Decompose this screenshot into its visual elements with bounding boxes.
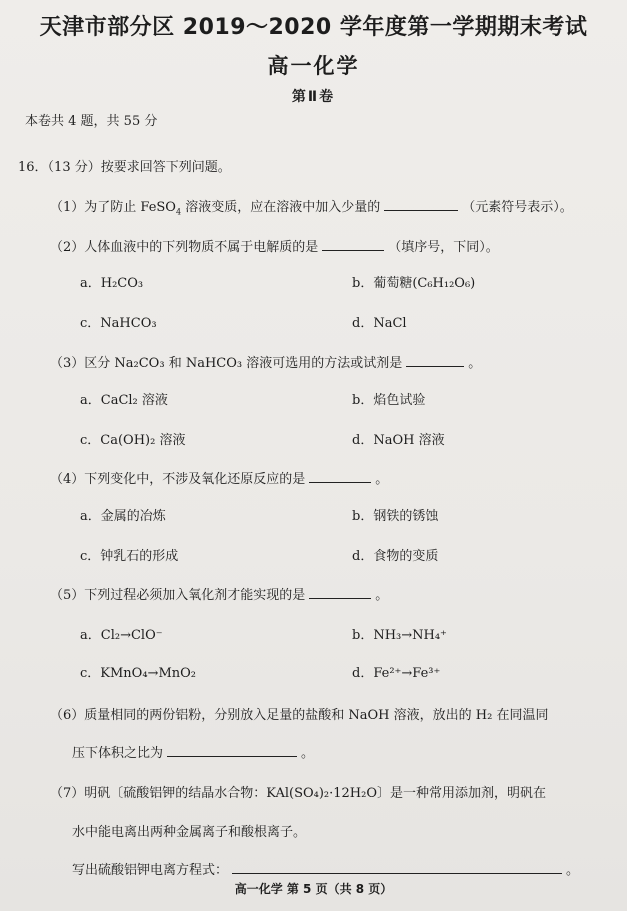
- q16-3-option-c: c．Ca(OH)₂ 溶液: [80, 433, 186, 448]
- q16-6-line1: （6）质量相同的两份铝粉，分别放入足量的盐酸和 NaOH 溶液，放出的 H₂ 在同温同: [50, 708, 549, 723]
- q16-4-text: （4）下列变化中，不涉及氧化还原反应的是 。: [50, 468, 388, 487]
- q16-4-option-b: b．钢铁的锈蚀: [352, 509, 439, 524]
- volume-label: 第Ⅱ卷: [291, 89, 336, 105]
- q16-7-line1: （7）明矾〔硫酸铝钾的结晶水合物：KAl(SO₄)₂·12H₂O〕是一种常用添加剂，明矾在: [50, 786, 547, 801]
- exam-title: 天津市部分区 2019～2020 学年度第一学期期末考试: [39, 15, 588, 40]
- answer-blank-7[interactable]: [232, 860, 562, 874]
- answer-blank-5[interactable]: [309, 585, 371, 599]
- q16-5-option-c: c．KMnO₄→MnO₂: [80, 666, 196, 681]
- q16-3-option-a: a．CaCl₂ 溶液: [80, 393, 168, 408]
- page-footer: 高一化学 第 5 页（共 8 页）: [234, 882, 393, 896]
- q16-4-option-d: d．食物的变质: [352, 549, 439, 564]
- q16-5-option-b: b．NH₃→NH₄⁺: [352, 628, 447, 643]
- answer-blank-2[interactable]: [322, 237, 384, 251]
- q16-2-option-a: a．H₂CO₃: [80, 276, 144, 291]
- q16-4-option-a: a．金属的冶炼: [80, 509, 166, 524]
- answer-blank-1[interactable]: [384, 197, 458, 211]
- q16-1-text: （1）为了防止 FeSO$_4$ 溶液变质，应在溶液中加入少量的 （元素符号表示）。: [50, 196, 573, 217]
- q16-3-option-b: b．焰色试验: [352, 393, 426, 408]
- q16-5-option-d: d．Fe²⁺→Fe³⁺: [352, 666, 441, 681]
- q16-3-text: （3）区分 Na₂CO₃ 和 NaHCO₃ 溶液可选用的方法或试剂是 。: [50, 352, 481, 371]
- answer-blank-3[interactable]: [406, 353, 464, 367]
- q16-5-text: （5）下列过程必须加入氧化剂才能实现的是 。: [50, 584, 388, 603]
- q16-2-option-b: b．葡萄糖(C₆H₁₂O₆): [352, 276, 476, 291]
- q16-7-line2: 水中能电离出两种金属离子和酸根离子。: [72, 825, 307, 840]
- q16-2-option-c: c．NaHCO₃: [80, 316, 157, 331]
- q16-2-option-d: d．NaCl: [352, 316, 407, 331]
- q16-4-option-c: c．钟乳石的形成: [80, 549, 179, 564]
- q16-3-option-d: d．NaOH 溶液: [352, 433, 445, 448]
- intro-text: 本卷共 4 题，共 55 分: [25, 114, 158, 129]
- q16-2-text: （2）人体血液中的下列物质不属于电解质的是 （填序号，下同）。: [50, 236, 499, 255]
- q16-6-line2: 压下体积之比为 。: [72, 742, 314, 761]
- answer-blank-4[interactable]: [309, 469, 371, 483]
- q16-5-option-a: a．Cl₂→ClO⁻: [80, 628, 163, 643]
- q16-stem: 16．（13 分）按要求回答下列问题。: [18, 160, 231, 175]
- subject-title: 高一化学: [267, 54, 360, 78]
- q16-7-line3: 写出硫酸铝钾电离方程式： 。: [72, 859, 579, 878]
- answer-blank-6[interactable]: [167, 743, 297, 757]
